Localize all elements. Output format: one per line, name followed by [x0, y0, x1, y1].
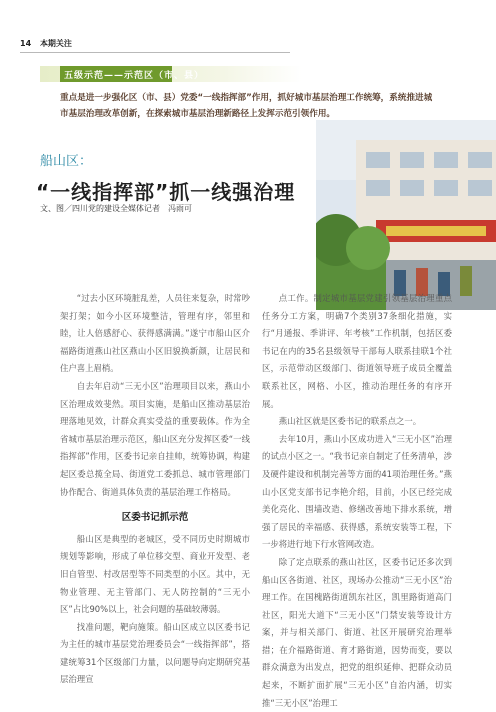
paragraph: 自去年启动“三无小区”治理项目以来，燕山小区治理成效斐然。项目实施，是船山区推动基层治理落地见效，计群众真实受益的重要载体。作为全省城市基层治理示范区，船山区充分发挥区委“一线指挥部”作用，区委书记亲自挂帅，统筹协调，构建起区委总揽全局、街道党工委抓总、城市管理部门协作配合、街道具体负责的基层治理工作格局。 [60, 380, 250, 497]
paragraph: 除了定点联系的燕山社区，区委书记还多次到船山区各街道、社区，现场办公推动“三无小区”治理工作。在国槐路街道凯东社区，凯里路街道高门社区，阳光大道下“三无小区”门禁安装等设计方案，并与相关部门、街道、社区开展研究治理举措；在介福路街道、育才路街道，因势而变，要以群众满意为出发点，把党的组织延伸、把群众动员起来，不断扩面扩展“三无小区”自治内涵，切实推“三无小区”治理工 [262, 556, 452, 708]
page-header [20, 38, 72, 49]
page-number: 14 [20, 39, 32, 48]
location-label: 船山区： [40, 154, 93, 169]
community-photo [316, 120, 496, 310]
category-banner [40, 66, 302, 82]
intro-paragraph: 重点是进一步强化区（市、县）党委“一线指挥部”作用，抓好城市基层治理工作统筹，系统推进城市基层治理改革创新，在探索城市基层治理新路径上发挥示范引领作用。 [60, 93, 433, 119]
article-title: “一线指挥部”抓一线强治理 [36, 180, 296, 204]
article-column-left [60, 290, 250, 689]
paragraph: 去年10月，燕山小区成功进入“三无小区”治理的试点小区之一。“我书记亲自制定了任务清单，涉及硬件建设和机制完善等方面的41项治理任务。”燕山小区党支部书记李艳介绍，目前，小区已经完成美化亮化、围墙改造、修缮改善地下排水系统，增强了居民的幸福感、获得感，系统安装等工程，下一步将进行地下行水管网改造。 [262, 433, 452, 550]
byline: 文、图／四川党的建设全媒体记者 冯雨可 [40, 204, 192, 213]
paragraph: 找准问题，靶向施策。船山区成立以区委书记为主任的城市基层党治理委员会“一线指挥部”，搭建统筹31个区级部门力量，以问题导向定期研究基层治理宣 [60, 621, 250, 685]
paragraph: 燕山社区就是区委书记的联系点之一。 [278, 416, 422, 427]
article-column-right [262, 290, 452, 712]
subheading: 区委书记抓示范 [121, 512, 189, 524]
banner-label: 五级示范——示范区（市、县） [64, 71, 205, 81]
header-divider [20, 52, 290, 53]
paragraph: “过去小区环境脏乱差，人员往来复杂，时常吵架打架；如今小区环境整洁，管理有序，邻里和睦，让人倍感舒心、获得感满满。”遂宁市船山区介福路街道燕山社区燕山小区旧貌换新颜，让居民和住户喜上眉梢。 [60, 293, 250, 374]
paragraph: 船山区是典型的老城区，受不同历史时期城市规划等影响，形成了单位移交型、商业开发型、老旧自管型、村改居型等不同类型的小区。其中，无物业管理、无主管部门、无人防控制的“三无小区”占比90%以上，社会问题的基础较薄弱。 [60, 533, 250, 615]
section-title: 本期关注 [39, 39, 72, 48]
paragraph: 点工作。制定城市基层党建引领基层治理重点任务分工方案，明确7个类别37条细化措施，实行“月通报、季讲评、年考核”工作机制，包括区委书记在内的35名县级领导干部每人联系挂联1个社区，示范带动区级部门、街道领导班子成员全覆盖联系社区，网格、小区，推动治理任务的有序开展。 [262, 293, 452, 409]
